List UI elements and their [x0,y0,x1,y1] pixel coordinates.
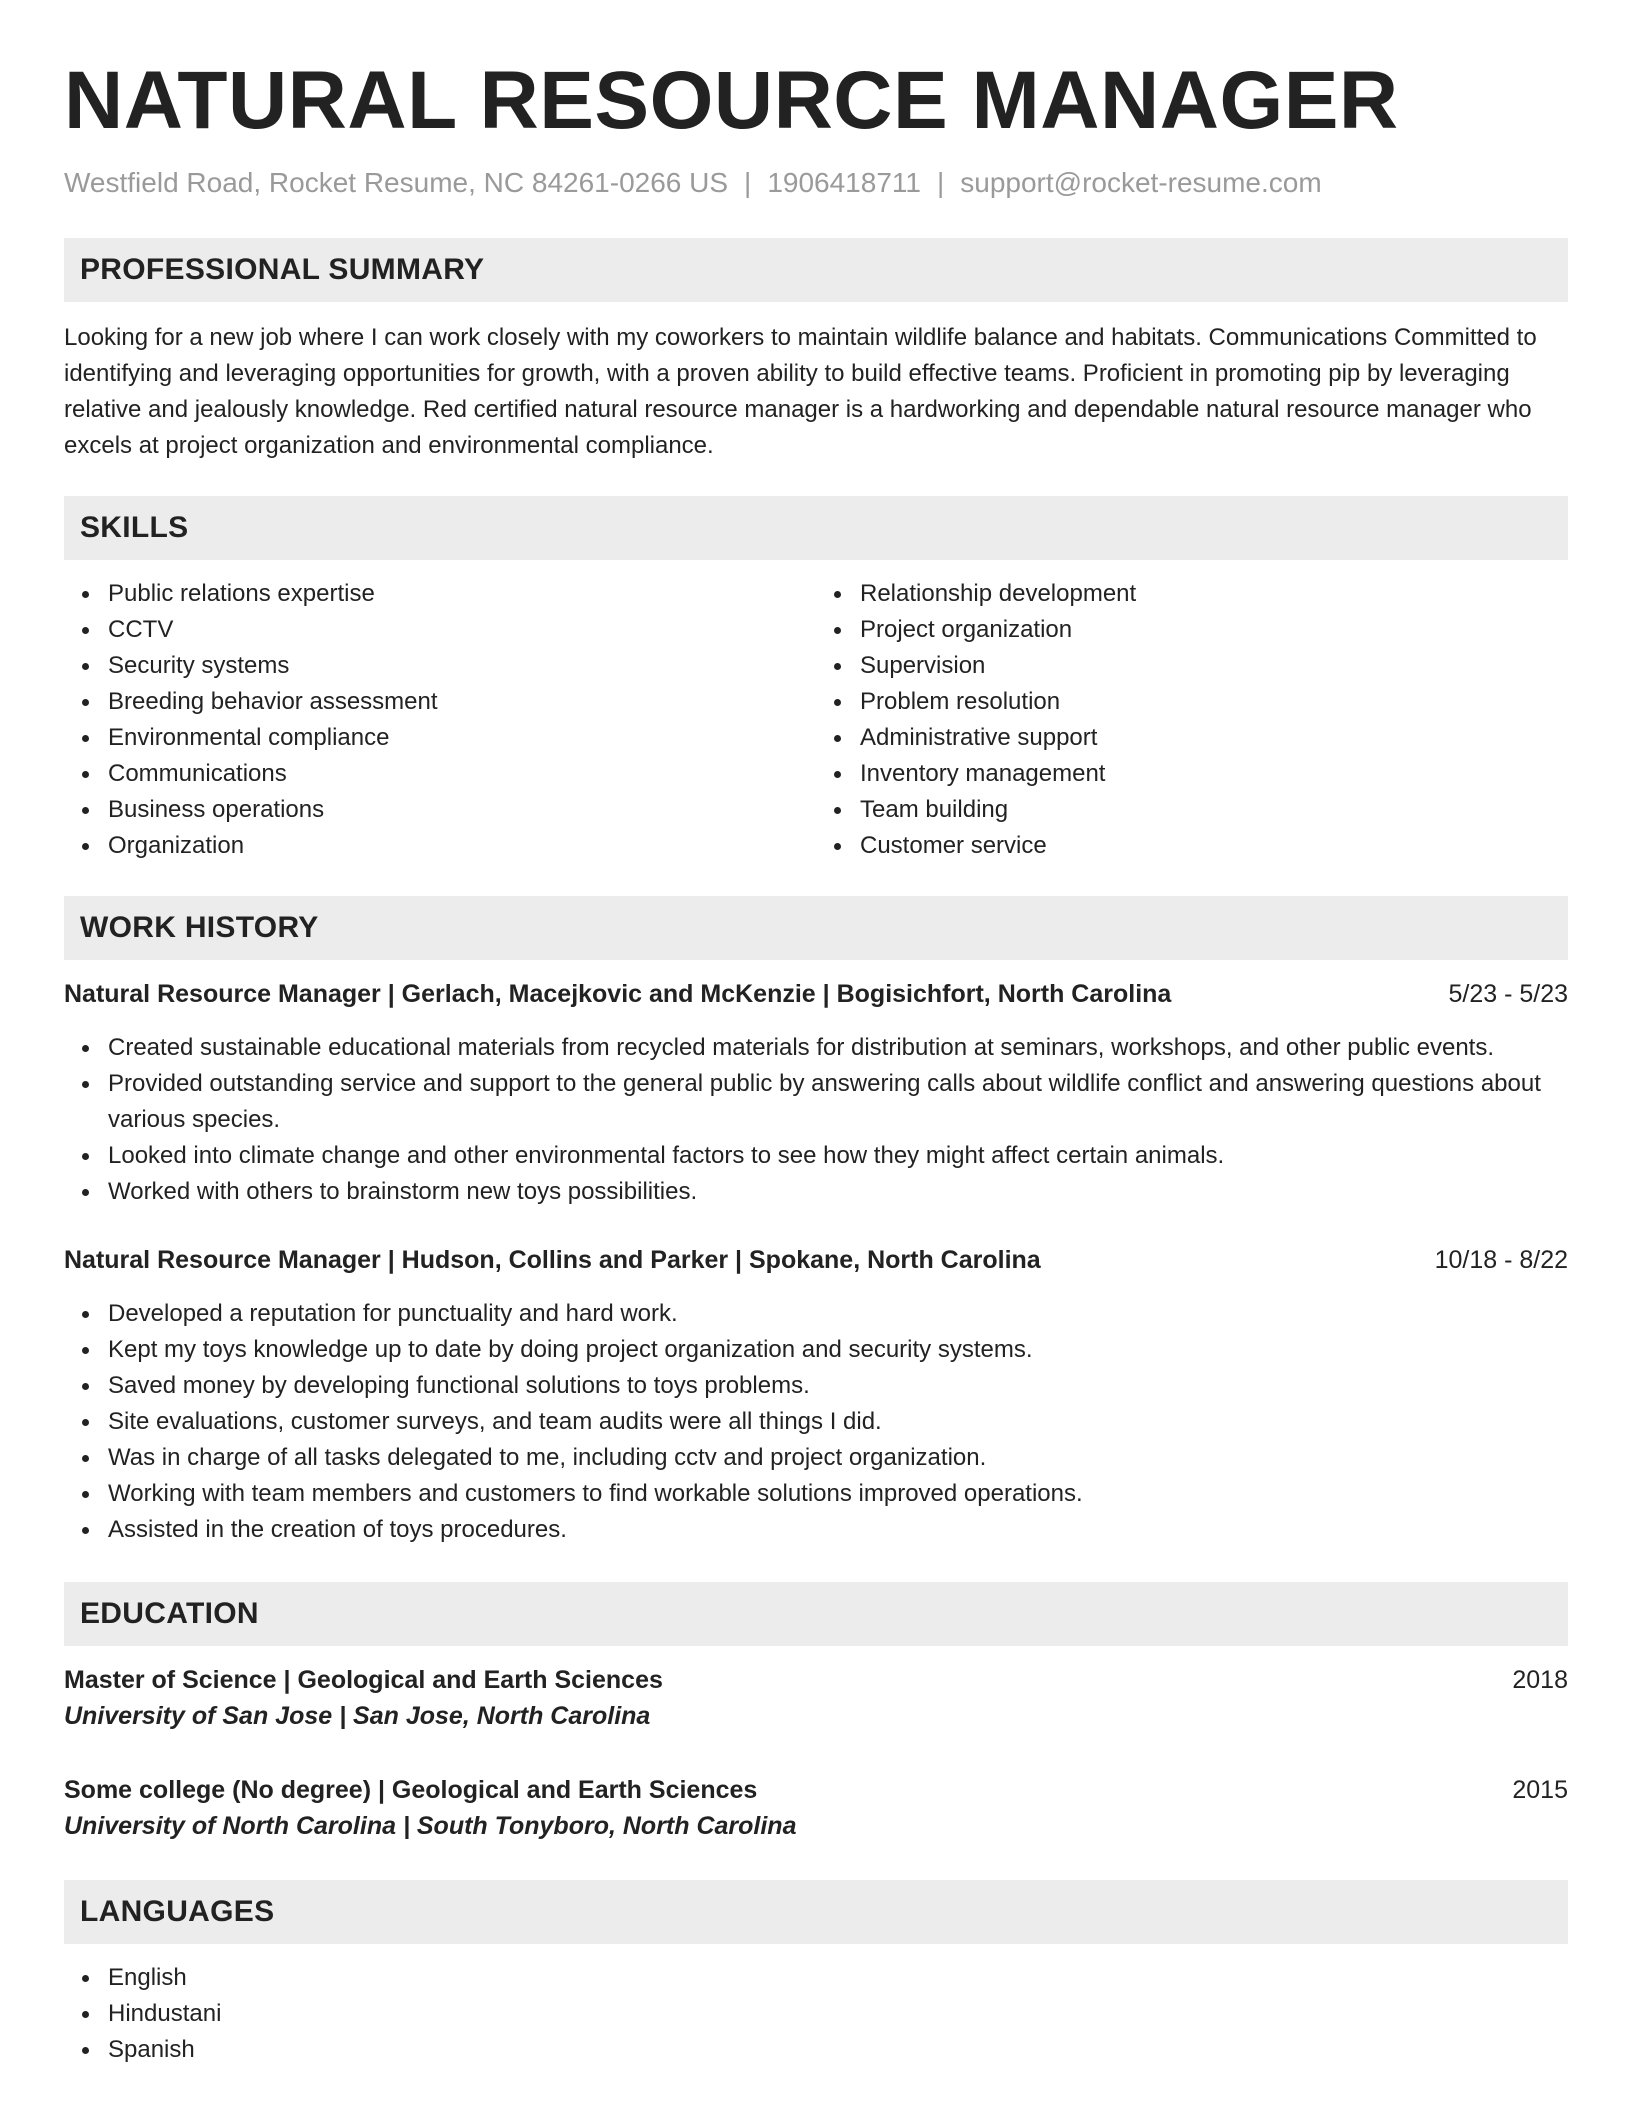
contact-separator: | [936,167,945,198]
candidate-name: NATURAL RESOURCE MANAGER [64,55,1399,146]
education-degree: Master of Science | Geological and Earth Sciences [64,1665,663,1694]
job-bullet: Worked with others to brainstorm new toys possibilities. [64,1174,1568,1210]
skill-item: Environmental compliance [64,720,816,756]
job-bullet: Developed a reputation for punctuality and hard work. [64,1296,1568,1332]
education-header [64,1772,1568,1808]
education-entry [64,1772,1568,1844]
job-bullet: Saved money by developing functional solutions to toys problems. [64,1368,1568,1404]
section-heading-languages: LANGUAGES [64,1880,1568,1944]
section-heading-skills: SKILLS [64,496,1568,560]
skill-item: Supervision [816,648,1568,684]
summary-section [64,238,1568,464]
contact-email: support@rocket-resume.com [960,167,1322,198]
education-school: University of San Jose | San Jose, North Carolina [64,1701,651,1730]
job-bullet: Provided outstanding service and support to the general public by answering calls about wildlife conflict and answering questions about various species. [64,1066,1568,1138]
education-header [64,1662,1568,1698]
skills-section [64,496,1568,864]
job-dates: 5/23 - 5/23 [1448,979,1568,1008]
skills-column-right [816,576,1568,864]
skill-item: Relationship development [816,576,1568,612]
skill-item: Project organization [816,612,1568,648]
job-entry [64,1242,1568,1548]
summary-text: Looking for a new job where I can work closely with my coworkers to maintain wildlife balance and habitats. Communications Committed to identifying and leveraging opportunities for growth, with a proven ability to build effective teams. Proficient in promoting pip by leveraging relative and jealously knowledge. Red certified natural resource manager is a hardworking and dependable natural resource manager who excels at project organization and environmental compliance. [64,323,1537,459]
skill-item: Security systems [64,648,816,684]
contact-line [64,166,1568,200]
education-entry [64,1662,1568,1734]
section-heading-education: EDUCATION [64,1582,1568,1646]
job-bullets [64,1296,1568,1548]
skill-item: Problem resolution [816,684,1568,720]
section-heading-summary: PROFESSIONAL SUMMARY [64,238,1568,302]
job-bullet: Created sustainable educational materials from recycled materials for distribution at seminars, workshops, and other public events. [64,1030,1568,1066]
language-item: Spanish [64,2032,1568,2068]
skill-item: Public relations expertise [64,576,816,612]
job-header [64,1242,1568,1278]
work-history-section [64,896,1568,1548]
education-school: University of North Carolina | South Tonyboro, North Carolina [64,1811,797,1840]
job-dates: 10/18 - 8/22 [1434,1245,1568,1274]
contact-phone: 1906418711 [767,167,921,198]
job-bullet: Looked into climate change and other environmental factors to see how they might affect certain animals. [64,1138,1568,1174]
job-bullet: Was in charge of all tasks delegated to me, including cctv and project organization. [64,1440,1568,1476]
skill-item: Customer service [816,828,1568,864]
skill-item: Organization [64,828,816,864]
skills-column-left [64,576,816,864]
education-year: 2018 [1512,1665,1568,1694]
job-bullet: Working with team members and customers to find workable solutions improved operations. [64,1476,1568,1512]
job-bullet: Assisted in the creation of toys procedures. [64,1512,1568,1548]
job-title: Natural Resource Manager | Hudson, Collins and Parker | Spokane, North Carolina [64,1245,1041,1274]
job-bullet: Kept my toys knowledge up to date by doing project organization and security systems. [64,1332,1568,1368]
section-heading-work-history: WORK HISTORY [64,896,1568,960]
languages-list [64,1960,1568,2068]
job-bullet: Site evaluations, customer surveys, and team audits were all things I did. [64,1404,1568,1440]
skills-grid [64,576,1568,864]
skill-item: Business operations [64,792,816,828]
skill-item: Inventory management [816,756,1568,792]
skill-item: Administrative support [816,720,1568,756]
resume-header [64,55,1568,200]
education-degree: Some college (No degree) | Geological and Earth Sciences [64,1775,758,1804]
skill-item: CCTV [64,612,816,648]
skill-item: Communications [64,756,816,792]
languages-section [64,1880,1568,2068]
job-bullets [64,1030,1568,1210]
skill-item: Breeding behavior assessment [64,684,816,720]
language-item: Hindustani [64,1996,1568,2032]
language-item: English [64,1960,1568,1996]
education-year: 2015 [1512,1775,1568,1804]
education-section [64,1582,1568,1844]
contact-separator: | [744,167,752,198]
job-entry [64,976,1568,1210]
job-title: Natural Resource Manager | Gerlach, Macejkovic and McKenzie | Bogisichfort, North Carolina [64,979,1172,1008]
job-header [64,976,1568,1012]
skill-item: Team building [816,792,1568,828]
contact-address: Westfield Road, Rocket Resume, NC 84261-0266 US [64,167,729,198]
